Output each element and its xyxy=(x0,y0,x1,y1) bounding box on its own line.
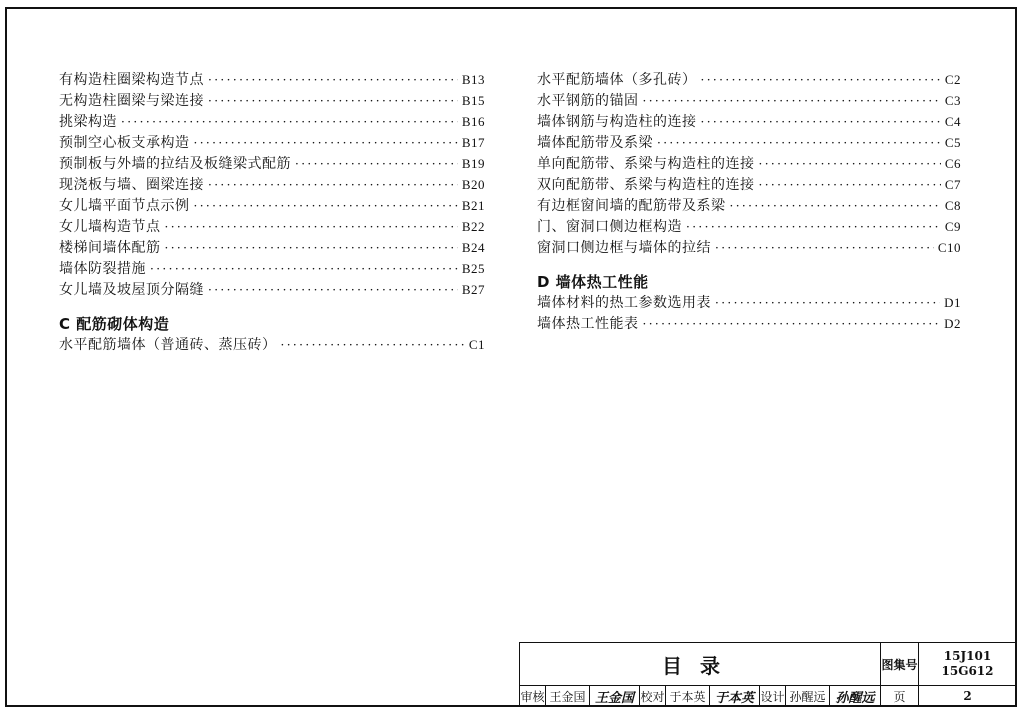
atlas-number-1: 15J101 xyxy=(943,649,992,663)
toc-entry[interactable] xyxy=(59,258,485,279)
dot-leader xyxy=(165,220,458,234)
dot-leader xyxy=(208,94,458,108)
toc-entry-code: C1 xyxy=(468,337,485,352)
check-label: 校对 xyxy=(640,689,665,704)
toc-entry-code: C5 xyxy=(944,135,961,150)
dot-leader xyxy=(208,178,458,192)
dot-leader xyxy=(730,199,941,213)
toc-entry-code: B27 xyxy=(461,282,485,297)
atlas-number-cell xyxy=(918,642,1016,685)
dot-leader xyxy=(121,115,458,129)
dot-leader xyxy=(281,338,465,352)
toc-entry[interactable] xyxy=(537,111,961,132)
toc-entry-code: D2 xyxy=(944,316,961,331)
page-number: 2 xyxy=(963,689,972,703)
toc-entry-code: B20 xyxy=(461,177,485,192)
toc-entry-title: 墙体防裂措施 xyxy=(59,261,146,277)
checker-name: 于本英 xyxy=(669,689,706,704)
dot-leader xyxy=(715,241,934,255)
toc-entry[interactable] xyxy=(537,90,961,111)
toc-entry[interactable] xyxy=(59,334,485,355)
toc-entry-title: 挑梁构造 xyxy=(59,114,117,130)
dot-leader xyxy=(295,157,458,171)
review-label: 审核 xyxy=(520,689,545,704)
toc-entry-code: C7 xyxy=(944,177,961,192)
toc-entry[interactable] xyxy=(59,216,485,237)
atlas-number-2: 15G612 xyxy=(941,664,994,678)
toc-entry[interactable] xyxy=(59,90,485,111)
toc-entry[interactable] xyxy=(537,69,961,90)
toc-entry-title: 墙体钢筋与构造柱的连接 xyxy=(537,114,697,130)
dot-leader xyxy=(686,220,941,234)
toc-entry[interactable] xyxy=(59,132,485,153)
reviewer-name: 王金国 xyxy=(549,689,586,704)
toc-entry-code: C10 xyxy=(937,240,961,255)
dot-leader xyxy=(643,94,941,108)
toc-entry[interactable] xyxy=(59,174,485,195)
toc-entry-title: 单向配筋带、系梁与构造柱的连接 xyxy=(537,156,755,172)
dot-leader xyxy=(657,136,941,150)
toc-entry-code: C6 xyxy=(944,156,961,171)
dot-leader xyxy=(759,178,941,192)
toc-entry-title: 墙体热工性能表 xyxy=(537,316,639,332)
toc-entry-title: 墙体材料的热工参数选用表 xyxy=(537,295,711,311)
dot-leader xyxy=(643,317,941,331)
dot-leader xyxy=(165,241,458,255)
toc-entry-code: B16 xyxy=(461,114,485,129)
toc-entry-title: 预制空心板支承构造 xyxy=(59,135,190,151)
reviewer-signature: 王金国 xyxy=(594,690,634,706)
toc-entry[interactable] xyxy=(537,195,961,216)
dot-leader xyxy=(701,115,941,129)
toc-entry-code: C8 xyxy=(944,198,961,213)
section-heading-d: D 墙体热工性能 xyxy=(537,273,649,291)
toc-entry-title: 女儿墙及坡屋顶分隔缝 xyxy=(59,282,204,298)
toc-entry-title: 有构造柱圈梁构造节点 xyxy=(59,72,204,88)
toc-entry[interactable] xyxy=(537,216,961,237)
toc-entry-title: 无构造柱圈梁与梁连接 xyxy=(59,93,204,109)
toc-right-column xyxy=(537,69,961,334)
toc-entry-title: 双向配筋带、系梁与构造柱的连接 xyxy=(537,177,755,193)
toc-entry[interactable] xyxy=(59,195,485,216)
title-cell xyxy=(519,642,880,685)
atlas-label: 图集号 xyxy=(881,657,918,672)
toc-entry-title: 楼梯间墙体配筋 xyxy=(59,240,161,256)
toc-entry[interactable] xyxy=(537,237,961,258)
title-block xyxy=(519,642,1016,706)
toc-entry-code: B25 xyxy=(461,261,485,276)
toc-entry[interactable] xyxy=(537,292,961,313)
toc-entry[interactable] xyxy=(59,153,485,174)
toc-entry[interactable] xyxy=(537,153,961,174)
dot-leader xyxy=(150,262,458,276)
toc-entry-code: C9 xyxy=(944,219,961,234)
toc-entry[interactable] xyxy=(537,313,961,334)
checker-signature: 于本英 xyxy=(714,690,754,706)
toc-entry-code: B19 xyxy=(461,156,485,171)
toc-entry-code: B22 xyxy=(461,219,485,234)
toc-entry-code: B24 xyxy=(461,240,485,255)
toc-entry-title: 墙体配筋带及系梁 xyxy=(537,135,653,151)
toc-entry-code: B17 xyxy=(461,135,485,150)
toc-entry-code: B13 xyxy=(461,72,485,87)
dot-leader xyxy=(208,283,458,297)
dot-leader xyxy=(715,296,940,310)
toc-entry[interactable] xyxy=(537,132,961,153)
toc-entry-title: 现浇板与墙、圈梁连接 xyxy=(59,177,204,193)
toc-left-column xyxy=(59,69,485,355)
page-label: 页 xyxy=(893,689,906,704)
toc-entry[interactable] xyxy=(59,111,485,132)
toc-entry-code: C2 xyxy=(944,72,961,87)
dot-leader xyxy=(701,73,941,87)
toc-entry-title: 有边框窗间墙的配筋带及系梁 xyxy=(537,198,726,214)
toc-entry-code: D1 xyxy=(944,295,961,310)
toc-entry-title: 门、窗洞口侧边框构造 xyxy=(537,219,682,235)
section-heading-c: C 配筋砌体构造 xyxy=(59,315,170,333)
toc-entry[interactable] xyxy=(59,237,485,258)
designer-signature: 孙醒远 xyxy=(835,690,875,706)
dot-leader xyxy=(759,157,941,171)
atlas-label-cell xyxy=(880,642,918,685)
dot-leader xyxy=(194,199,458,213)
page-title: 目录 xyxy=(662,653,738,678)
toc-entry[interactable] xyxy=(59,69,485,90)
toc-entry-title: 女儿墙构造节点 xyxy=(59,219,161,235)
toc-entry-code: C4 xyxy=(944,114,961,129)
toc-entry-title: 水平钢筋的锚固 xyxy=(537,93,639,109)
toc-entry-code: B15 xyxy=(461,93,485,108)
toc-entry-code: C3 xyxy=(944,93,961,108)
dot-leader xyxy=(194,136,458,150)
toc-entry-title: 水平配筋墙体（普通砖、蒸压砖） xyxy=(59,337,277,353)
dot-leader xyxy=(208,73,458,87)
toc-entry[interactable] xyxy=(537,174,961,195)
toc-entry-title: 女儿墙平面节点示例 xyxy=(59,198,190,214)
toc-entry-title: 窗洞口侧边框与墙体的拉结 xyxy=(537,240,711,256)
toc-entry-code: B21 xyxy=(461,198,485,213)
toc-entry[interactable] xyxy=(59,279,485,300)
design-label: 设计 xyxy=(760,689,785,704)
toc-entry-title: 水平配筋墙体（多孔砖） xyxy=(537,72,697,88)
designer-name: 孙醒远 xyxy=(789,689,826,704)
toc-entry-title: 预制板与外墙的拉结及板缝梁式配筋 xyxy=(59,156,291,172)
